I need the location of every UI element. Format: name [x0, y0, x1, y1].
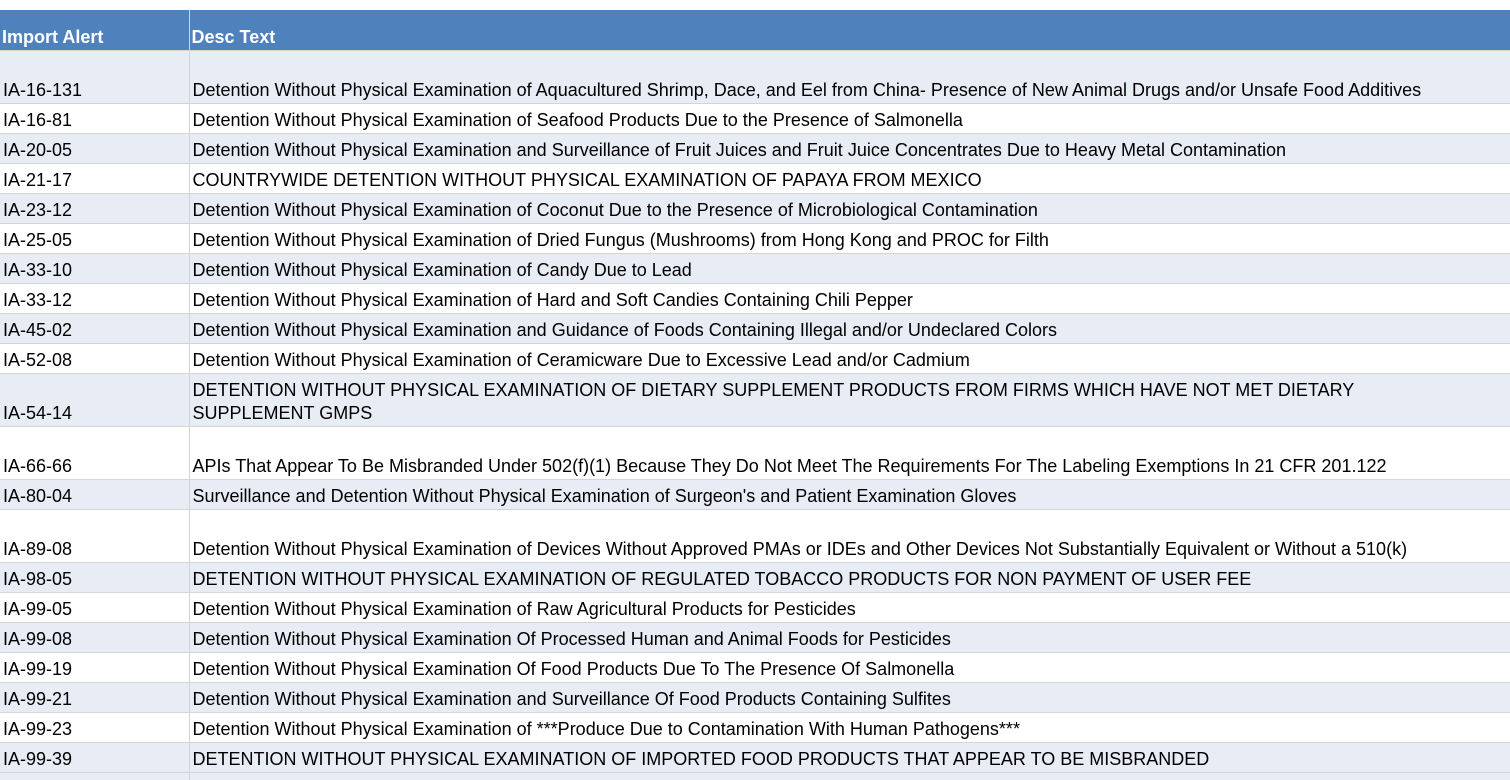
cell-desc-text[interactable]: DETENTION WITHOUT PHYSICAL EXAMINATION OF IMPORTED FOOD PRODUCTS THAT APPEAR TO BE MISBRANDED: [189, 742, 1510, 772]
cell-import-alert[interactable]: IA-16-131: [0, 50, 189, 103]
cell-import-alert[interactable]: IA-23-12: [0, 193, 189, 223]
import-alert-table: [0, 10, 1510, 780]
cell-import-alert[interactable]: IA-99-21: [0, 682, 189, 712]
cell-desc-text[interactable]: Detention Without Physical Examination of ***Produce Due to Contamination With Human Pathogens***: [189, 712, 1510, 742]
table-row: [0, 426, 1510, 479]
header-row: [0, 10, 1510, 50]
cell-import-alert[interactable]: IA-20-05: [0, 133, 189, 163]
cell-desc-text[interactable]: Detention Without Physical Examination of Candy Due to Lead: [189, 253, 1510, 283]
cell-import-alert[interactable]: IA-25-05: [0, 223, 189, 253]
sheet-top-margin: [0, 0, 1510, 10]
column-header-desc-text-label: Desc Text: [191, 26, 276, 47]
table-row: [0, 103, 1510, 133]
cell-import-alert[interactable]: IA-99-23: [0, 712, 189, 742]
cell-import-alert[interactable]: IA-66-66: [0, 426, 189, 479]
cell-desc-text[interactable]: Detention Without Physical Examination of Coconut Due to the Presence of Microbiological Contamination: [189, 193, 1510, 223]
table-row: [0, 652, 1510, 682]
table-row: [0, 373, 1510, 426]
table-row: [0, 163, 1510, 193]
cell-import-alert[interactable]: IA-80-04: [0, 479, 189, 509]
cell-import-alert[interactable]: IA-99-05: [0, 592, 189, 622]
cell-import-alert[interactable]: IA-99-08: [0, 622, 189, 652]
cell-desc-text[interactable]: Detention Without Physical Examination of Hard and Soft Candies Containing Chili Pepper: [189, 283, 1510, 313]
column-header-import-alert[interactable]: [0, 10, 189, 50]
cell-desc-text[interactable]: Detention Without Physical Examination of Aquacultured Shrimp, Dace, and Eel from China- Presence of New Animal Drugs and/or Unsafe Food Additives: [189, 50, 1510, 103]
column-header-desc-text[interactable]: [189, 10, 1510, 50]
table-row: [0, 742, 1510, 772]
column-header-import-alert-label: Import Alert: [2, 26, 104, 47]
cell-desc-text[interactable]: Detention Without Physical Examination and Surveillance Of Food Products Containing Sulfites: [189, 682, 1510, 712]
cell-desc-text[interactable]: Detention Without Physical Examination Of Food Products Due To The Presence Of Salmonella: [189, 652, 1510, 682]
table-row: [0, 283, 1510, 313]
cell-import-alert[interactable]: IA-33-12: [0, 283, 189, 313]
cell-desc-text[interactable]: Detention Without Physical Examination and Surveillance of Fruit Juices and Fruit Juice Concentrates Due to Heavy Metal Contamination: [189, 133, 1510, 163]
cell-desc-text[interactable]: DETENTION WITHOUT PHYSICAL EXAMINATION OF DIETARY SUPPLEMENT PRODUCTS FROM FIRMS WHICH HAVE NOT MET DIETARY SUPPLEMENT GMPS: [189, 373, 1510, 426]
cell-import-alert[interactable]: IA-54-14: [0, 373, 189, 426]
table-row: [0, 133, 1510, 163]
cell-import-alert[interactable]: IA-99-19: [0, 652, 189, 682]
cell-desc-text[interactable]: COUNTRYWIDE DETENTION WITHOUT PHYSICAL EXAMINATION OF PAPAYA FROM MEXICO: [189, 163, 1510, 193]
cell-import-alert[interactable]: IA-33-10: [0, 253, 189, 283]
cell-import-alert[interactable]: IA-16-81: [0, 103, 189, 133]
table-row: [0, 193, 1510, 223]
cell-import-alert-empty[interactable]: [0, 772, 189, 780]
table-row: [0, 682, 1510, 712]
cell-desc-text[interactable]: Detention Without Physical Examination of Raw Agricultural Products for Pesticides: [189, 592, 1510, 622]
table-row: [0, 313, 1510, 343]
table-row: [0, 712, 1510, 742]
table-row: [0, 50, 1510, 103]
table-row: [0, 562, 1510, 592]
cell-desc-text[interactable]: Detention Without Physical Examination of Dried Fungus (Mushrooms) from Hong Kong and PROC for Filth: [189, 223, 1510, 253]
table-body: [0, 50, 1510, 780]
cell-desc-text[interactable]: Detention Without Physical Examination and Guidance of Foods Containing Illegal and/or Undeclared Colors: [189, 313, 1510, 343]
cell-desc-text[interactable]: Detention Without Physical Examination of Seafood Products Due to the Presence of Salmonella: [189, 103, 1510, 133]
table-row: [0, 223, 1510, 253]
cell-desc-text[interactable]: Surveillance and Detention Without Physical Examination of Surgeon's and Patient Examination Gloves: [189, 479, 1510, 509]
cell-import-alert[interactable]: IA-21-17: [0, 163, 189, 193]
cell-desc-text[interactable]: Detention Without Physical Examination of Devices Without Approved PMAs or IDEs and Other Devices Not Substantially Equivalent or Without a 510(k): [189, 509, 1510, 562]
table-row: [0, 479, 1510, 509]
cell-import-alert[interactable]: IA-89-08: [0, 509, 189, 562]
cell-desc-text[interactable]: APIs That Appear To Be Misbranded Under 502(f)(1) Because They Do Not Meet The Requirements For The Labeling Exemptions In 21 CFR 201.122: [189, 426, 1510, 479]
table-row: [0, 622, 1510, 652]
cell-import-alert[interactable]: IA-45-02: [0, 313, 189, 343]
table-row: [0, 592, 1510, 622]
cell-desc-text[interactable]: Detention Without Physical Examination Of Processed Human and Animal Foods for Pesticides: [189, 622, 1510, 652]
table-row: [0, 253, 1510, 283]
table-row-empty: [0, 772, 1510, 780]
cell-import-alert[interactable]: IA-52-08: [0, 343, 189, 373]
cell-import-alert[interactable]: IA-98-05: [0, 562, 189, 592]
cell-desc-text[interactable]: Detention Without Physical Examination of Ceramicware Due to Excessive Lead and/or Cadmium: [189, 343, 1510, 373]
table-row: [0, 343, 1510, 373]
table-row: [0, 509, 1510, 562]
cell-desc-text[interactable]: DETENTION WITHOUT PHYSICAL EXAMINATION OF REGULATED TOBACCO PRODUCTS FOR NON PAYMENT OF USER FEE: [189, 562, 1510, 592]
cell-desc-text-empty[interactable]: [189, 772, 1510, 780]
cell-import-alert[interactable]: IA-99-39: [0, 742, 189, 772]
